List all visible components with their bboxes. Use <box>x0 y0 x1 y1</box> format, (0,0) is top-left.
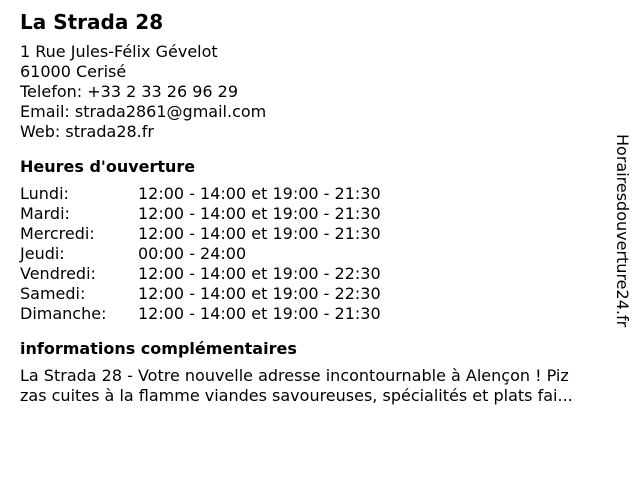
info-title: informations complémentaires <box>20 339 297 358</box>
business-card <box>20 8 610 406</box>
time-value: 12:00 - 14:00 et 19:00 - 21:30 <box>138 204 381 223</box>
contact-block <box>20 42 610 142</box>
table-row <box>20 224 381 244</box>
business-name: La Strada 28 <box>20 10 164 34</box>
time-value: 00:00 - 24:00 <box>138 244 247 263</box>
address-city: 61000 Cerisé <box>20 62 127 81</box>
day-label: Jeudi: <box>20 244 65 263</box>
day-label: Lundi: <box>20 184 69 203</box>
email-text: Email: strada2861@gmail.com <box>20 102 267 121</box>
address-street: 1 Rue Jules-Félix Gévelot <box>20 42 218 61</box>
brand-watermark: Horairesdouverture24.fr <box>613 134 632 328</box>
time-value: 12:00 - 14:00 et 19:00 - 22:30 <box>138 264 381 283</box>
time-value: 12:00 - 14:00 et 19:00 - 21:30 <box>138 224 381 243</box>
time-value: 12:00 - 14:00 et 19:00 - 21:30 <box>138 304 381 323</box>
day-label: Mardi: <box>20 204 70 223</box>
time-value: 12:00 - 14:00 et 19:00 - 21:30 <box>138 184 381 203</box>
day-label: Mercredi: <box>20 224 95 243</box>
day-label: Vendredi: <box>20 264 96 283</box>
info-description <box>20 366 620 406</box>
info-line-1: La Strada 28 - Votre nouvelle adresse incontournable à Alençon ! Piz <box>20 366 569 385</box>
hours-title: Heures d'ouverture <box>20 157 196 176</box>
table-row <box>20 284 381 304</box>
phone-text: Telefon: +33 2 33 26 96 29 <box>20 82 239 101</box>
day-label: Samedi: <box>20 284 86 303</box>
day-label: Dimanche: <box>20 304 107 323</box>
web-text: Web: strada28.fr <box>20 122 154 141</box>
time-value: 12:00 - 14:00 et 19:00 - 22:30 <box>138 284 381 303</box>
opening-hours-table <box>20 184 381 324</box>
table-row <box>20 304 381 324</box>
table-row <box>20 204 381 224</box>
table-row <box>20 264 381 284</box>
table-row <box>20 244 381 264</box>
table-row <box>20 184 381 204</box>
info-line-2: zas cuites à la flamme viandes savoureuses, spécialités et plats fai... <box>20 386 573 405</box>
